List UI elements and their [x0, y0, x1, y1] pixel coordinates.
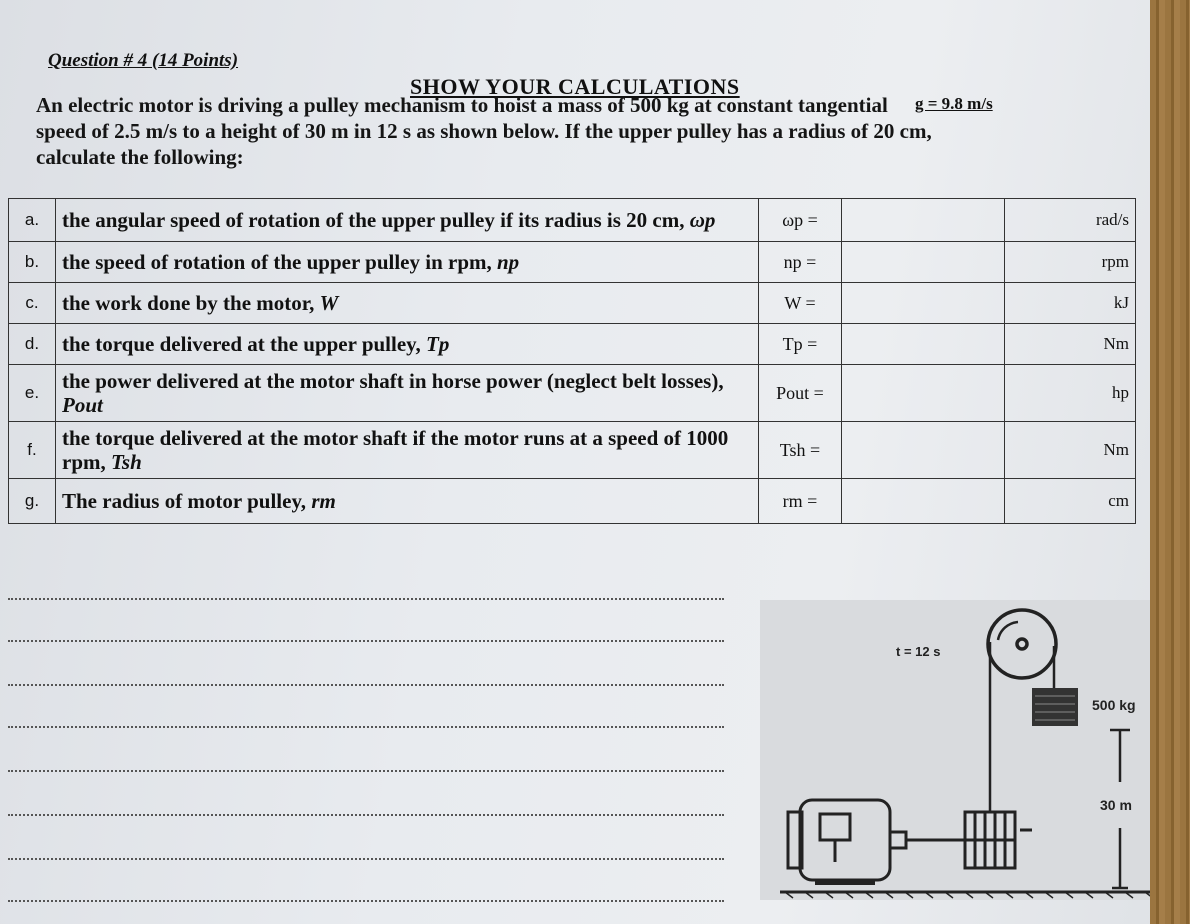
questions-table — [8, 198, 1136, 524]
answer-line[interactable] — [8, 858, 724, 860]
intro-line: An electric motor is driving a pulley mechanism to hoist a mass of 500 kg at constant tangential — [36, 93, 888, 117]
table-row — [9, 283, 1136, 324]
answer-line[interactable] — [8, 900, 724, 902]
motor-pulley-icon — [906, 812, 1032, 868]
show-calculations-heading: SHOW YOUR CALCULATIONS — [410, 74, 740, 99]
question-symbol: Tsh — [111, 450, 142, 474]
table-row — [9, 242, 1136, 283]
question-text: the speed of rotation of the upper pulley in rpm, np — [56, 242, 759, 283]
answer-unit: Nm — [1005, 422, 1136, 479]
answer-box[interactable] — [842, 324, 1005, 365]
table-row — [9, 199, 1136, 242]
answer-symbol: Tsh = — [759, 422, 842, 479]
answer-symbol: W = — [759, 283, 842, 324]
answer-unit: kJ — [1005, 283, 1136, 324]
table-surface — [1150, 0, 1190, 924]
upper-pulley-icon — [988, 610, 1056, 678]
answer-symbol: np = — [759, 242, 842, 283]
answer-line[interactable] — [8, 726, 724, 728]
answer-box[interactable] — [842, 365, 1005, 422]
answer-symbol: Tp = — [759, 324, 842, 365]
question-text: the torque delivered at the motor shaft if the motor runs at a speed of 1000 rpm, Tsh — [56, 422, 759, 479]
question-letter: g. — [9, 479, 56, 524]
answer-line[interactable] — [8, 770, 724, 772]
question-symbol: np — [497, 250, 520, 274]
question-symbol: ωp — [689, 208, 716, 232]
question-symbol: Tp — [426, 332, 450, 356]
question-letter: a. — [9, 199, 56, 242]
answer-box[interactable] — [842, 479, 1005, 524]
question-symbol: rm — [311, 489, 336, 513]
answer-symbol: ωp = — [759, 199, 842, 242]
answer-line[interactable] — [8, 814, 724, 816]
mass-label: 500 kg — [1092, 697, 1136, 713]
hoist-diagram-svg — [760, 600, 1172, 900]
answer-symbol: Pout = — [759, 365, 842, 422]
answer-box[interactable] — [842, 283, 1005, 324]
table-row — [9, 422, 1136, 479]
answer-box[interactable] — [842, 199, 1005, 242]
question-letter: f. — [9, 422, 56, 479]
question-title: Question # 4 (14 Points) — [48, 50, 239, 71]
question-text: the power delivered at the motor shaft in horse power (neglect belt losses), Pout — [56, 365, 759, 422]
answer-unit: rpm — [1005, 242, 1136, 283]
question-letter: b. — [9, 242, 56, 283]
question-letter: c. — [9, 283, 56, 324]
height-label: 30 m — [1100, 797, 1132, 813]
table-row — [9, 365, 1136, 422]
answer-line[interactable] — [8, 598, 724, 600]
question-text: the angular speed of rotation of the upper pulley if its radius is 20 cm, ωp — [56, 199, 759, 242]
answer-line[interactable] — [8, 684, 724, 686]
intro-line: speed of 2.5 m/s to a height of 30 m in 12 s as shown below. If the upper pulley has a radius of 20 cm, — [36, 119, 932, 143]
answer-unit: rad/s — [1005, 199, 1136, 242]
gravity-value: g = 9.8 m/s — [915, 94, 993, 113]
problem-statement — [36, 92, 1056, 170]
motor-icon — [788, 800, 906, 882]
answer-unit: Nm — [1005, 324, 1136, 365]
table-row — [9, 479, 1136, 524]
question-letter: d. — [9, 324, 56, 365]
answer-unit: cm — [1005, 479, 1136, 524]
intro-line: calculate the following: — [36, 145, 244, 169]
answer-box[interactable] — [842, 422, 1005, 479]
question-symbol: W — [319, 291, 339, 315]
answer-line[interactable] — [8, 640, 724, 642]
question-letter: e. — [9, 365, 56, 422]
question-text: The radius of motor pulley, rm — [56, 479, 759, 524]
question-text: the work done by the motor, W — [56, 283, 759, 324]
answer-symbol: rm = — [759, 479, 842, 524]
answer-box[interactable] — [842, 242, 1005, 283]
time-label: t = 12 s — [896, 644, 941, 659]
question-text: the torque delivered at the upper pulley, Tp — [56, 324, 759, 365]
table-row — [9, 324, 1136, 365]
hoist-diagram — [760, 600, 1172, 900]
answer-unit: hp — [1005, 365, 1136, 422]
question-symbol: Pout — [62, 393, 103, 417]
